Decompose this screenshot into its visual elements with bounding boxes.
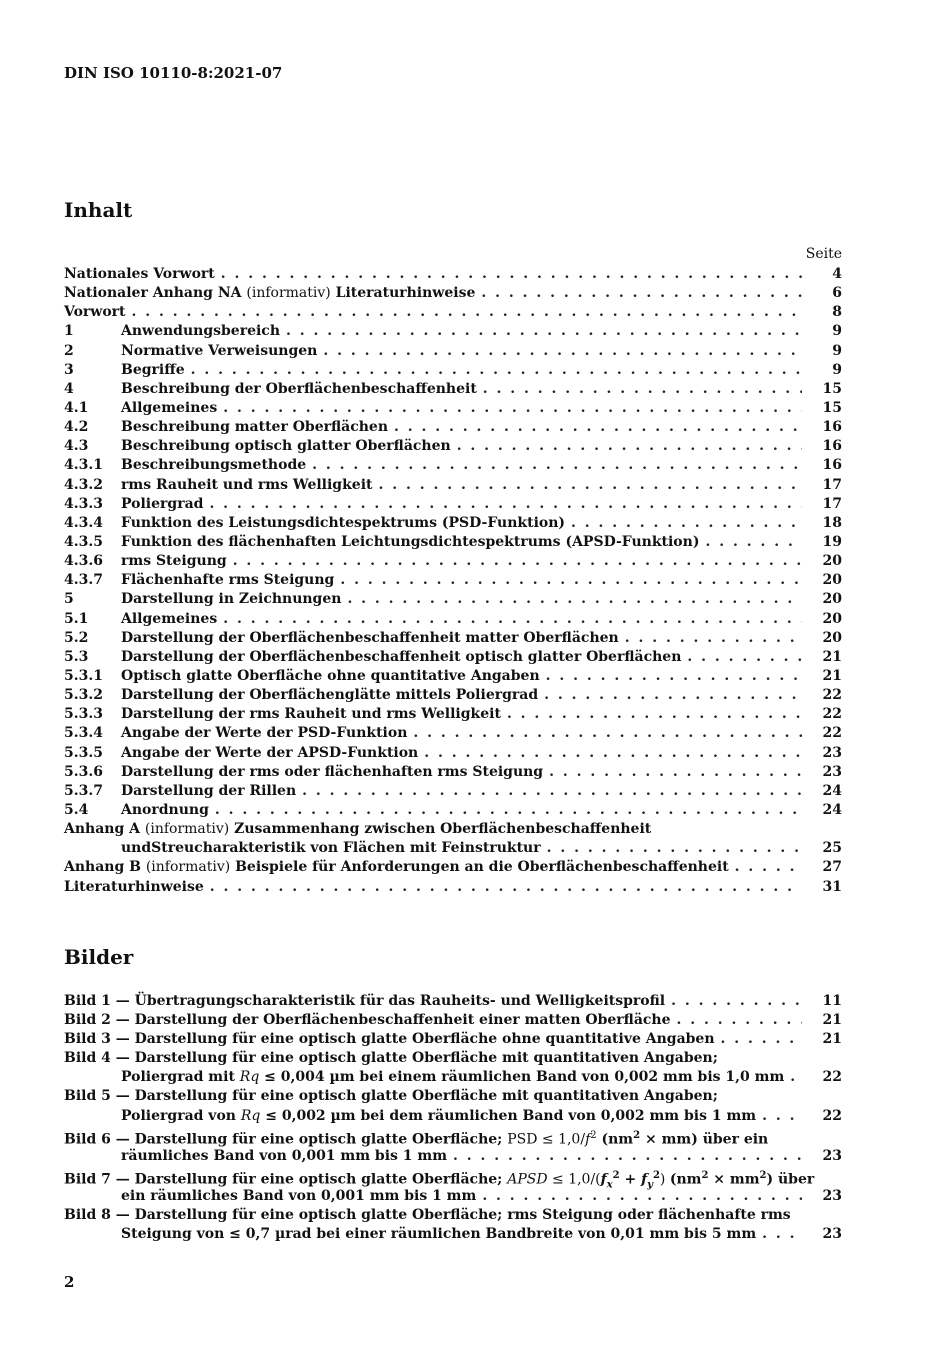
toc-entry[interactable]: 4.3.4 Funktion des Leistungsdichtespektrums (PSD-Funktion) . . . 18 — [64, 514, 842, 533]
toc-entry[interactable]: 4.2 Beschreibung matter Oberflächen . . . 16 — [64, 418, 842, 437]
toc-entry[interactable]: 5.3.5 Angabe der Werte der APSD-Funktion . . . 23 — [64, 744, 842, 763]
toc-entry[interactable]: 5.3.2 Darstellung der Oberflächenglätte mittels Poliergrad . . . 22 — [64, 686, 842, 705]
figure-entry-bild-2[interactable]: Bild 2 — Darstellung der Oberflächenbeschaffenheit einer matten Oberfläche . . . 21 — [64, 1011, 842, 1030]
figure-entry-bild-3[interactable]: Bild 3 — Darstellung für eine optisch glatte Oberfläche ohne quantitative Angaben . . . 21 — [64, 1030, 842, 1049]
toc-entry[interactable]: 5.1 Allgemeines . . . 20 — [64, 610, 842, 629]
toc-entry[interactable]: 5.3.4 Angabe der Werte der PSD-Funktion . . . 22 — [64, 724, 842, 743]
toc-entry-annex-a-line1[interactable]: Anhang A (informativ) Zusammenhang zwischen Oberflächenbeschaffenheit — [64, 821, 652, 838]
toc-entry[interactable]: 4.3 Beschreibung optisch glatter Oberflächen . . . 16 — [64, 437, 842, 456]
toc-entry-annex-b[interactable]: Anhang B (informativ) Beispiele für Anforderungen an die Oberflächenbeschaffenheit . . . 27 — [64, 858, 842, 877]
figure-entry-bild-7-line2[interactable]: ein räumliches Band von 0,001 mm bis 1 mm . . . 23 — [64, 1187, 842, 1206]
toc-entry[interactable]: 4.3.1 Beschreibungsmethode . . . 16 — [64, 456, 842, 475]
toc-entry[interactable]: 4.3.6 rms Steigung . . . 20 — [64, 552, 842, 571]
figure-entry-bild-8-line1[interactable]: Bild 8 — Darstellung für eine optisch glatte Oberfläche; rms Steigung oder flächenhafte rms — [64, 1206, 791, 1223]
toc-entry[interactable]: 4.1 Allgemeines . . . 15 — [64, 399, 842, 418]
figure-entry-bild-8-line2[interactable]: Steigung von ≤ 0,7 µrad bei einer räumlichen Bandbreite von 0,01 mm bis 5 mm . . . 23 — [64, 1225, 842, 1244]
toc-entry[interactable]: 4.3.7 Flächenhafte rms Steigung . . . 20 — [64, 571, 842, 590]
toc-entry[interactable]: 5.3 Darstellung der Oberflächenbeschaffenheit optisch glatter Oberflächen . . . 21 — [64, 648, 842, 667]
toc-entry[interactable]: 5.3.3 Darstellung der rms Rauheit und rms Welligkeit . . . 22 — [64, 705, 842, 724]
toc-entry[interactable]: 1 Anwendungsbereich . . . 9 — [64, 322, 842, 341]
list-of-figures — [64, 992, 842, 1244]
toc-entry[interactable]: 5.3.7 Darstellung der Rillen . . . 24 — [64, 782, 842, 801]
figure-entry-bild-7-line1[interactable]: Bild 7 — Darstellung für eine optisch glatte Oberfläche; APSD ≤ $1,0/(f_x^2 + f_y^2) (nm^2 \times mm^2)$ über — [64, 1169, 815, 1191]
toc-entry[interactable]: 5 Darstellung in Zeichnungen . . . 20 — [64, 590, 842, 609]
toc-entry[interactable]: 5.3.6 Darstellung der rms oder flächenhaften rms Steigung . . . 23 — [64, 763, 842, 782]
toc-entry-annex-a-line2[interactable]: undStreucharakteristik von Flächen mit Feinstruktur . . . 25 — [64, 839, 842, 858]
toc-entry[interactable]: 5.2 Darstellung der Oberflächenbeschaffenheit matter Oberflächen . . . 20 — [64, 629, 842, 648]
toc-entry[interactable]: 4 Beschreibung der Oberflächenbeschaffenheit . . . 15 — [64, 380, 842, 399]
document-id: DIN ISO 10110-8:2021-07 — [64, 64, 283, 82]
figure-entry-bild-5-line2[interactable]: Poliergrad von Rq ≤ 0,002 µm bei dem räumlichen Band von 0,002 mm bis 1 mm . . . 22 — [64, 1107, 842, 1126]
figure-entry-bild-4-line1[interactable]: Bild 4 — Darstellung für eine optisch glatte Oberfläche mit quantitativen Angaben; — [64, 1050, 718, 1067]
toc-entry[interactable]: 5.4 Anordnung . . . 24 — [64, 801, 842, 820]
figure-entry-bild-5-line1[interactable]: Bild 5 — Darstellung für eine optisch glatte Oberfläche mit quantitativen Angaben; — [64, 1088, 718, 1105]
figure-entry-bild-6-line1[interactable]: Bild 6 — Darstellung für eine optisch glatte Oberfläche; PSD ≤ $1,0/f^2$ $(nm^2 \times mm)$ über ein — [64, 1129, 769, 1148]
toc-entry-literature[interactable]: Literaturhinweise . . . 31 — [64, 878, 842, 897]
toc-entry[interactable]: 3 Begriffe . . . 9 — [64, 361, 842, 380]
toc-entry[interactable]: 4.3.2 rms Rauheit und rms Welligkeit . . . 17 — [64, 476, 842, 495]
figure-entry-bild-1[interactable]: Bild 1 — Übertragungscharakteristik für das Rauheits- und Welligkeitsprofil . . . 11 — [64, 992, 842, 1011]
figure-entry-bild-6-line2[interactable]: räumliches Band von 0,001 mm bis 1 mm . . . 23 — [64, 1147, 842, 1166]
toc-entry-vorwort[interactable]: Vorwort . . . 8 — [64, 303, 842, 322]
toc-entry-nationaler-anhang[interactable]: Nationaler Anhang NA (informativ) Literaturhinweise . . . 6 — [64, 284, 842, 303]
page-column-label: Seite — [805, 246, 842, 262]
toc-entry[interactable]: 4.3.3 Poliergrad . . . 17 — [64, 495, 842, 514]
contents-heading: Inhalt — [64, 198, 133, 222]
toc-entry-nationales-vorwort[interactable]: Nationales Vorwort . . . 4 — [64, 265, 842, 284]
toc-entry[interactable]: 4.3.5 Funktion des flächenhaften Leichtungsdichtespektrums (APSD-Funktion) . . . 19 — [64, 533, 842, 552]
table-of-contents — [64, 265, 842, 897]
toc-entry[interactable]: 2 Normative Verweisungen . . . 9 — [64, 342, 842, 361]
figures-heading: Bilder — [64, 945, 134, 969]
figure-entry-bild-4-line2[interactable]: Poliergrad mit Rq ≤ 0,004 µm bei einem räumlichen Band von 0,002 mm bis 1,0 mm . . . 22 — [64, 1068, 842, 1087]
toc-entry[interactable]: 5.3.1 Optisch glatte Oberfläche ohne quantitative Angaben . . . 21 — [64, 667, 842, 686]
page-number: 2 — [64, 1273, 75, 1291]
